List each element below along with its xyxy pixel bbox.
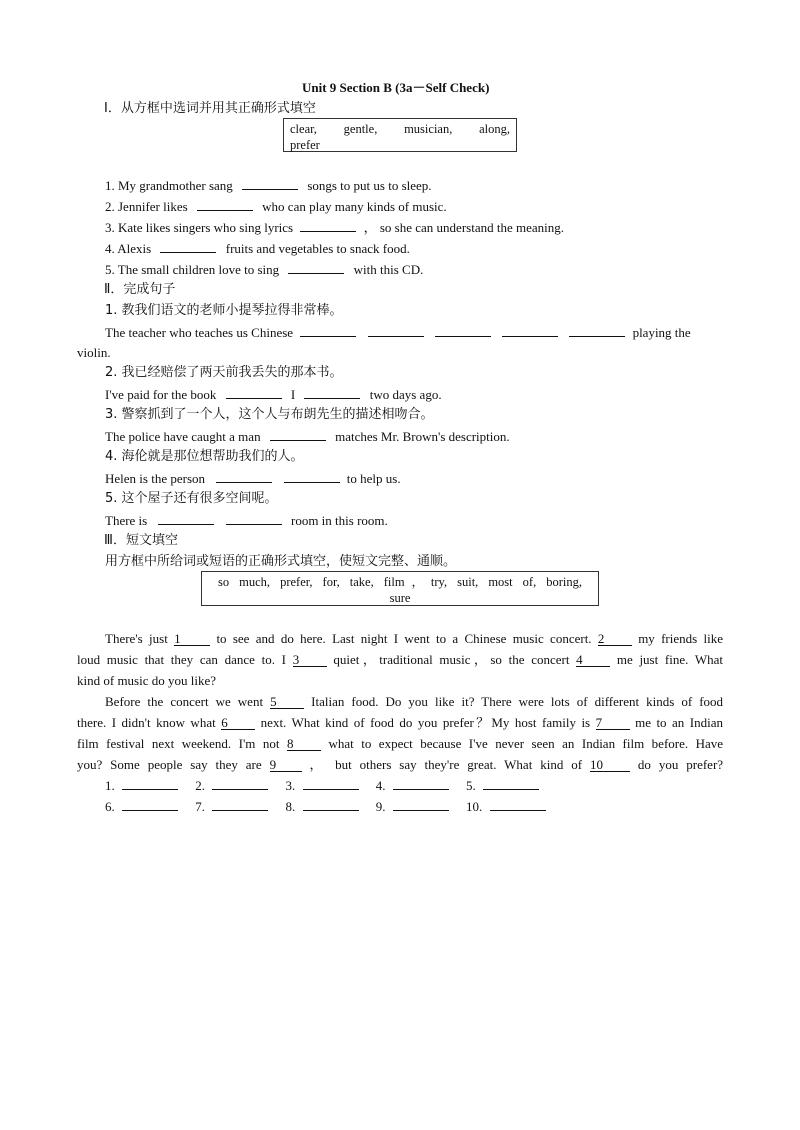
passage-text: Italian food. Do you like it? There were lots of different kinds of food <box>311 694 724 709</box>
q2-text-b: who can play many kinds of music. <box>262 199 447 214</box>
part1-question-3 <box>105 219 564 236</box>
answer-label: 5. <box>466 778 476 793</box>
part1-word-box-line1: clear, gentle, musician, along, <box>290 122 510 136</box>
e4-blank-2[interactable] <box>284 470 340 483</box>
e5-blank-1[interactable] <box>158 512 214 525</box>
passage-blank-4[interactable]: 4 <box>576 653 610 667</box>
answer-row-1 <box>105 777 539 794</box>
part2-chinese-5: 5. 这个屋子还有很多空间呢。 <box>105 491 278 506</box>
part2-english-1-wrap: violin. <box>77 345 111 360</box>
passage-text: me to an Indian <box>635 715 723 730</box>
part2-chinese-1: 1. 教我们语文的老师小提琴拉得非常棒。 <box>105 303 343 318</box>
q3-blank[interactable] <box>300 219 356 232</box>
passage-text: next. What kind of food do you prefer？My host family is <box>260 715 591 730</box>
answer-label: 8. <box>285 799 296 814</box>
passage-p1-row-2 <box>77 649 723 670</box>
answer-blank-6[interactable] <box>122 798 178 811</box>
e5-text-a: There is <box>105 513 148 528</box>
answer-blank-10[interactable] <box>490 798 546 811</box>
q4-text-b: fruits and vegetables to snack food. <box>225 241 410 256</box>
answer-label: 9. <box>375 799 386 814</box>
q4-blank[interactable] <box>160 240 216 253</box>
passage-text: me just fine. What <box>616 652 724 667</box>
passage-text: you? Some people say they are <box>77 757 262 772</box>
answer-label: 2. <box>195 778 205 793</box>
part3-word-box <box>201 571 599 606</box>
answer-label: 4. <box>375 778 386 793</box>
q2-text-a: 2. Jennifer likes <box>105 199 188 214</box>
e1-blank-3[interactable] <box>435 324 491 337</box>
answer-label: 6. <box>105 799 115 814</box>
part2-chinese-2: 2. 我已经赔偿了两天前我丢失的那本书。 <box>105 365 343 380</box>
part3-word-box-line1: so much, prefer, for, take, film，try, suit, most of, boring, <box>218 575 582 589</box>
passage-text: there. I didn't know what <box>77 715 216 730</box>
e5-blank-2[interactable] <box>226 512 282 525</box>
e4-blank-1[interactable] <box>216 470 272 483</box>
q4-text-a: 4. Alexis <box>105 241 152 256</box>
e3-blank[interactable] <box>270 428 326 441</box>
answer-blank-5[interactable] <box>483 777 539 790</box>
q2-blank[interactable] <box>197 198 253 211</box>
q1-text-a: 1. My grandmother sang <box>105 178 233 193</box>
passage-p1-row-1 <box>77 628 723 649</box>
passage-text: to see and do here. Last night I went to a Chinese music concert. <box>216 631 592 646</box>
e1-blank-4[interactable] <box>502 324 558 337</box>
passage-blank-6[interactable]: 6 <box>221 716 255 730</box>
passage-p1-row-3 <box>77 670 723 691</box>
passage-p2-row-4 <box>77 754 723 775</box>
e1-blank-5[interactable] <box>569 324 625 337</box>
part1-question-5 <box>105 261 423 278</box>
e3-text-b: matches Mr. Brown's description. <box>335 429 510 444</box>
answer-blank-7[interactable] <box>212 798 268 811</box>
e4-text-a: Helen is the person <box>105 471 206 486</box>
part1-question-2 <box>105 198 447 215</box>
e2-text-a: I've paid for the book <box>105 387 217 402</box>
q3-text-a: 3. Kate likes singers who sing lyrics <box>105 220 294 235</box>
passage-p2-row-1 <box>77 691 723 712</box>
e2-text-b: I <box>290 387 296 402</box>
passage-blank-7[interactable]: 7 <box>596 716 630 730</box>
answer-label: 3. <box>285 778 296 793</box>
answer-blank-4[interactable] <box>393 777 449 790</box>
e1-text-b: playing the <box>632 325 691 340</box>
passage-blank-1[interactable]: 1 <box>174 632 210 646</box>
part2-english-4 <box>105 470 401 487</box>
e4-text-b: to help us. <box>346 471 401 486</box>
e1-text-a: The teacher who teaches us Chinese <box>105 325 294 340</box>
q1-text-b: songs to put us to sleep. <box>307 178 432 193</box>
worksheet-title: Unit 9 Section B (3a－Self Check) <box>302 80 490 95</box>
e1-blank-2[interactable] <box>368 324 424 337</box>
passage-p2-row-3 <box>77 733 723 754</box>
q3-text-b: ， so she can understand the meaning. <box>363 220 564 235</box>
passage-blank-2[interactable]: 2 <box>598 632 632 646</box>
e3-text-a: The police have caught a man <box>105 429 261 444</box>
answer-label: 7. <box>195 799 205 814</box>
passage-text: my friends like <box>638 631 724 646</box>
passage-blank-5[interactable]: 5 <box>270 695 304 709</box>
passage-text: film festival next weekend. I'm not <box>77 736 280 751</box>
passage-text: Before the concert we went <box>105 694 264 709</box>
answer-blank-3[interactable] <box>303 777 359 790</box>
answer-blank-9[interactable] <box>393 798 449 811</box>
part2-english-1 <box>105 324 691 341</box>
e2-blank-1[interactable] <box>226 386 282 399</box>
passage-blank-3[interactable]: 3 <box>293 653 327 667</box>
passage-text: There's just <box>105 631 168 646</box>
passage-text: kind of music do you like? <box>77 673 217 688</box>
part2-english-2 <box>105 386 442 403</box>
q1-blank[interactable] <box>242 177 298 190</box>
part1-question-4 <box>105 240 410 257</box>
e2-blank-2[interactable] <box>304 386 360 399</box>
part2-chinese-4: 4. 海伦就是那位想帮助我们的人。 <box>105 449 304 464</box>
passage-blank-9[interactable]: 9 <box>270 758 302 772</box>
passage-p2-row-2 <box>77 712 723 733</box>
part2-english-3 <box>105 428 510 445</box>
part1-question-1 <box>105 177 432 194</box>
e1-blank-1[interactable] <box>300 324 356 337</box>
part1-word-box-line2: prefer <box>290 138 320 152</box>
answer-label: 1. <box>105 778 115 793</box>
passage-text: ， but others say they're great. What kind of <box>309 757 583 772</box>
passage-text: do you prefer? <box>637 757 724 772</box>
answer-blank-8[interactable] <box>303 798 359 811</box>
passage-blank-8[interactable]: 8 <box>287 737 321 751</box>
q5-text-b: with this CD. <box>353 262 424 277</box>
part3-heading: Ⅲ．短文填空 <box>104 533 178 548</box>
part1-word-box <box>283 118 517 152</box>
part2-english-5 <box>105 512 388 529</box>
q5-blank[interactable] <box>288 261 344 274</box>
passage-text: quiet，traditional music，so the concert <box>333 652 570 667</box>
part3-instruction: 用方框中所给词或短语的正确形式填空，使短文完整、通顺。 <box>105 554 457 569</box>
passage-blank-10[interactable]: 10 <box>590 758 630 772</box>
part3-word-box-line2: sure <box>389 591 411 605</box>
answer-label: 10. <box>466 799 483 814</box>
passage-text: what to expect because I've never seen an Indian film before. Have <box>328 736 724 751</box>
e2-text-c: two days ago. <box>369 387 442 402</box>
answer-row-2 <box>105 798 546 815</box>
answer-blank-2[interactable] <box>212 777 268 790</box>
part2-chinese-3: 3. 警察抓到了一个人，这个人与布朗先生的描述相吻合。 <box>105 407 434 422</box>
part1-heading: Ⅰ．从方框中选词并用其正确形式填空 <box>104 101 316 116</box>
passage-text: loud music that they can dance to. I <box>77 652 286 667</box>
passage-paragraph-1 <box>77 628 723 691</box>
answer-blank-1[interactable] <box>122 777 178 790</box>
q5-text-a: 5. The small children love to sing <box>105 262 280 277</box>
passage-paragraph-2 <box>77 691 723 775</box>
part2-heading: Ⅱ．完成句子 <box>104 282 176 297</box>
e5-text-b: room in this room. <box>290 513 388 528</box>
